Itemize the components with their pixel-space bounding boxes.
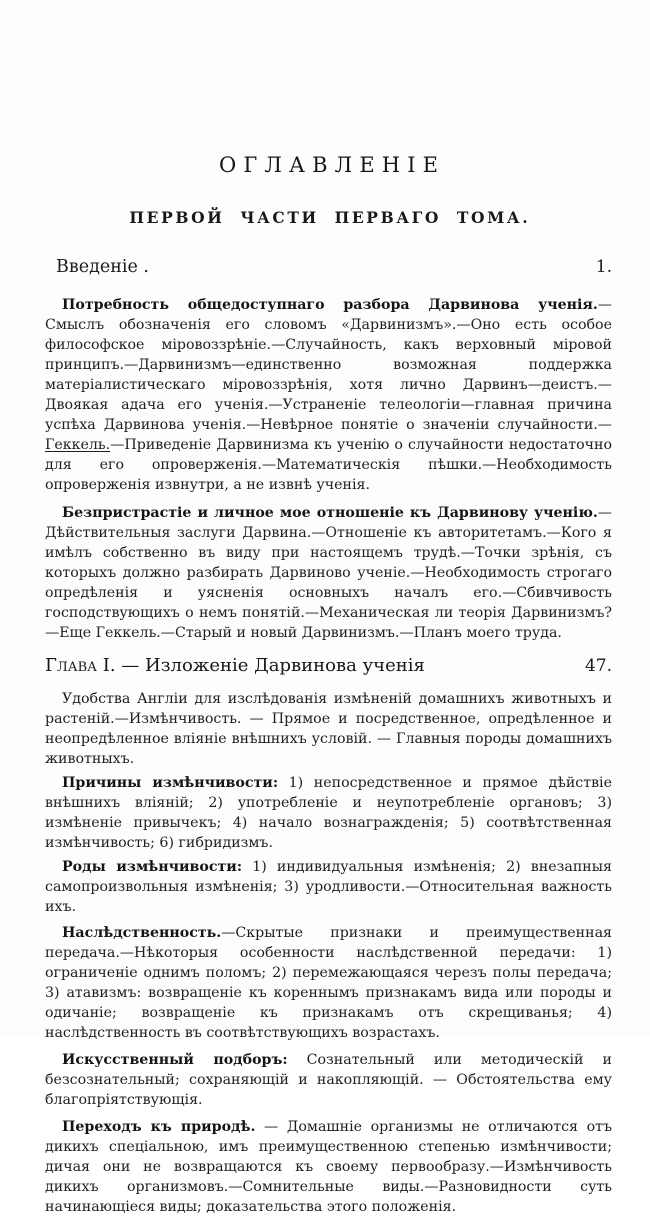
chapter-1-title: I. — Изложеніе Дарвинова ученія [97,655,425,676]
chapter-1-summary-paragraph-2 [45,773,612,853]
intro-summary-1-text-a: —Смыслъ обозначенія его словомъ «Дарвинизмъ».—Оно есть особое философское міровоззрѣніе.—Случайность, какъ верховный міровой принципъ.—Дарвинизмъ—единственно возможная поддержка матеріалистическаго міровоззрѣнія, хотя лично Дарвинъ—деистъ.—Двоякая адача его ученія.—Устраненіе телеологіи—главная причина успѣха Дарвинова ученія.—Невѣрное понятіе о значеніи случайности.— [45,297,612,433]
chapter-1-summary-paragraph-4 [45,923,612,1043]
chapter-1-page-number: 47. [584,656,612,676]
intro-summary-1-underlined-word: Геккель. [45,437,111,453]
chapter-1-word: Глава [45,655,98,676]
intro-summary-paragraph-2 [45,503,612,643]
page-title: ОГЛАВЛЕНІЕ [218,153,446,177]
chapter-1-summary-4-text: —Скрытые признаки и преимущественная передача.—Нѣкоторыя особенности наслѣдственной передачи: 1) ограниченіе однимъ поломъ; 2) перемежающаяся черезъ полы передача; 3) атавизмъ: возвращеніе къ кореннымъ признакамъ вида или породы и одичаніе; возвращеніе къ признакамъ отъ скрещиванья; 4) наслѣдственность въ соотвѣтствующихъ возрастахъ. [45,925,612,1041]
chapter-1-heading [45,653,425,679]
chapter-1-summary-5-lead: Искусственный подборъ: [62,1052,288,1068]
chapter-1-summary-3-lead: Роды измѣнчивости: [62,859,243,875]
chapter-1-summary-paragraph-1 [45,689,612,769]
chapter-1-summary-6-lead: Переходъ къ природѣ. [62,1119,256,1135]
chapter-1-summary-paragraph-6 [45,1117,612,1217]
introduction-page-number: 1. [595,257,612,277]
chapter-1-summary-1-text: Удобства Англіи для изслѣдованія измѣненій домашнихъ животныхъ и растеній.—Измѣнчивость. — Прямое и посредственное, опредѣленное и неопредѣленное вліяніе внѣшнихъ условій. — Главныя породы домашнихъ животныхъ. [45,691,612,767]
toc-entry-introduction [45,255,612,279]
intro-summary-2-lead: Безпристрастіе и личное мое отношеніе къ Дарвинову ученію. [62,505,598,521]
introduction-label: Введеніе . [56,257,149,277]
chapter-1-summary-3-text: 1) индивидуальныя измѣненія; 2) внезапныя самопроизвольныя измѣненія; 3) уродливости.—Относительная важность ихъ. [45,859,613,915]
intro-summary-1-text-b: —Приведеніе Дарвинизма къ ученію о случайности недостаточно для его опроверженія.—Математическія пѣшки.—Необходимость опроверженія извнутри, а не извнѣ ученія. [45,437,612,493]
chapter-1-summary-4-lead: Наслѣдственность. [62,925,222,941]
chapter-1-summary-paragraph-5 [45,1050,612,1110]
toc-entry-chapter-1 [45,653,612,679]
page-subtitle: ПЕРВОЙ ЧАСТИ ПЕРВАГО ТОМА. [129,208,531,227]
intro-summary-1-lead: Потребность общедоступнаго разбора Дарвинова ученія. [62,297,598,313]
chapter-1-summary-2-text: 1) непосредственное и прямое дѣйствіе внѣшнихъ вліяній; 2) употребленіе и неупотребленіе органовъ; 3) измѣненіе привычекъ; 4) начало вознагражденія; 5) соотвѣтственная измѣнчивость; 6) гибридизмъ. [45,775,612,851]
intro-summary-paragraph-1 [45,295,612,495]
chapter-1-summary-6-text: — Домашніе организмы не отличаются отъ дикихъ спеціальною, имъ преимущественною степенью измѣнчивости; дичая они не возвращаются къ своему первообразу.—Измѣнчивость дикихъ организмовъ.—Сомнительные виды.—Разновидности суть начинающіеся виды; доказательства этого положенія. [45,1119,612,1215]
chapter-1-summary-2-lead: Причины измѣнчивости: [62,775,279,791]
chapter-1-summary-5-text: Сознательный или методическій и безсознательный; сохраняющій и накопляющій. — Обстоятельства ему благопріятствующія. [45,1052,612,1108]
chapter-1-summary-paragraph-3 [45,857,612,917]
intro-summary-2-text: —Дѣйствительныя заслуги Дарвина.—Отношеніе къ авторитетамъ.—Кого я имѣлъ собственно въ виду при настоящемъ трудѣ.—Точки зрѣнія, съ которыхъ должно разбирать Дарвиново ученіе.—Необходимость строгаго опредѣленія и уясненія основныхъ началъ его.—Сбивчивость господствующихъ о немъ понятій.—Механическая ли теорія Дарвинизмъ?—Еще Геккель.—Старый и новый Дарвинизмъ.—Планъ моего труда. [45,505,612,641]
